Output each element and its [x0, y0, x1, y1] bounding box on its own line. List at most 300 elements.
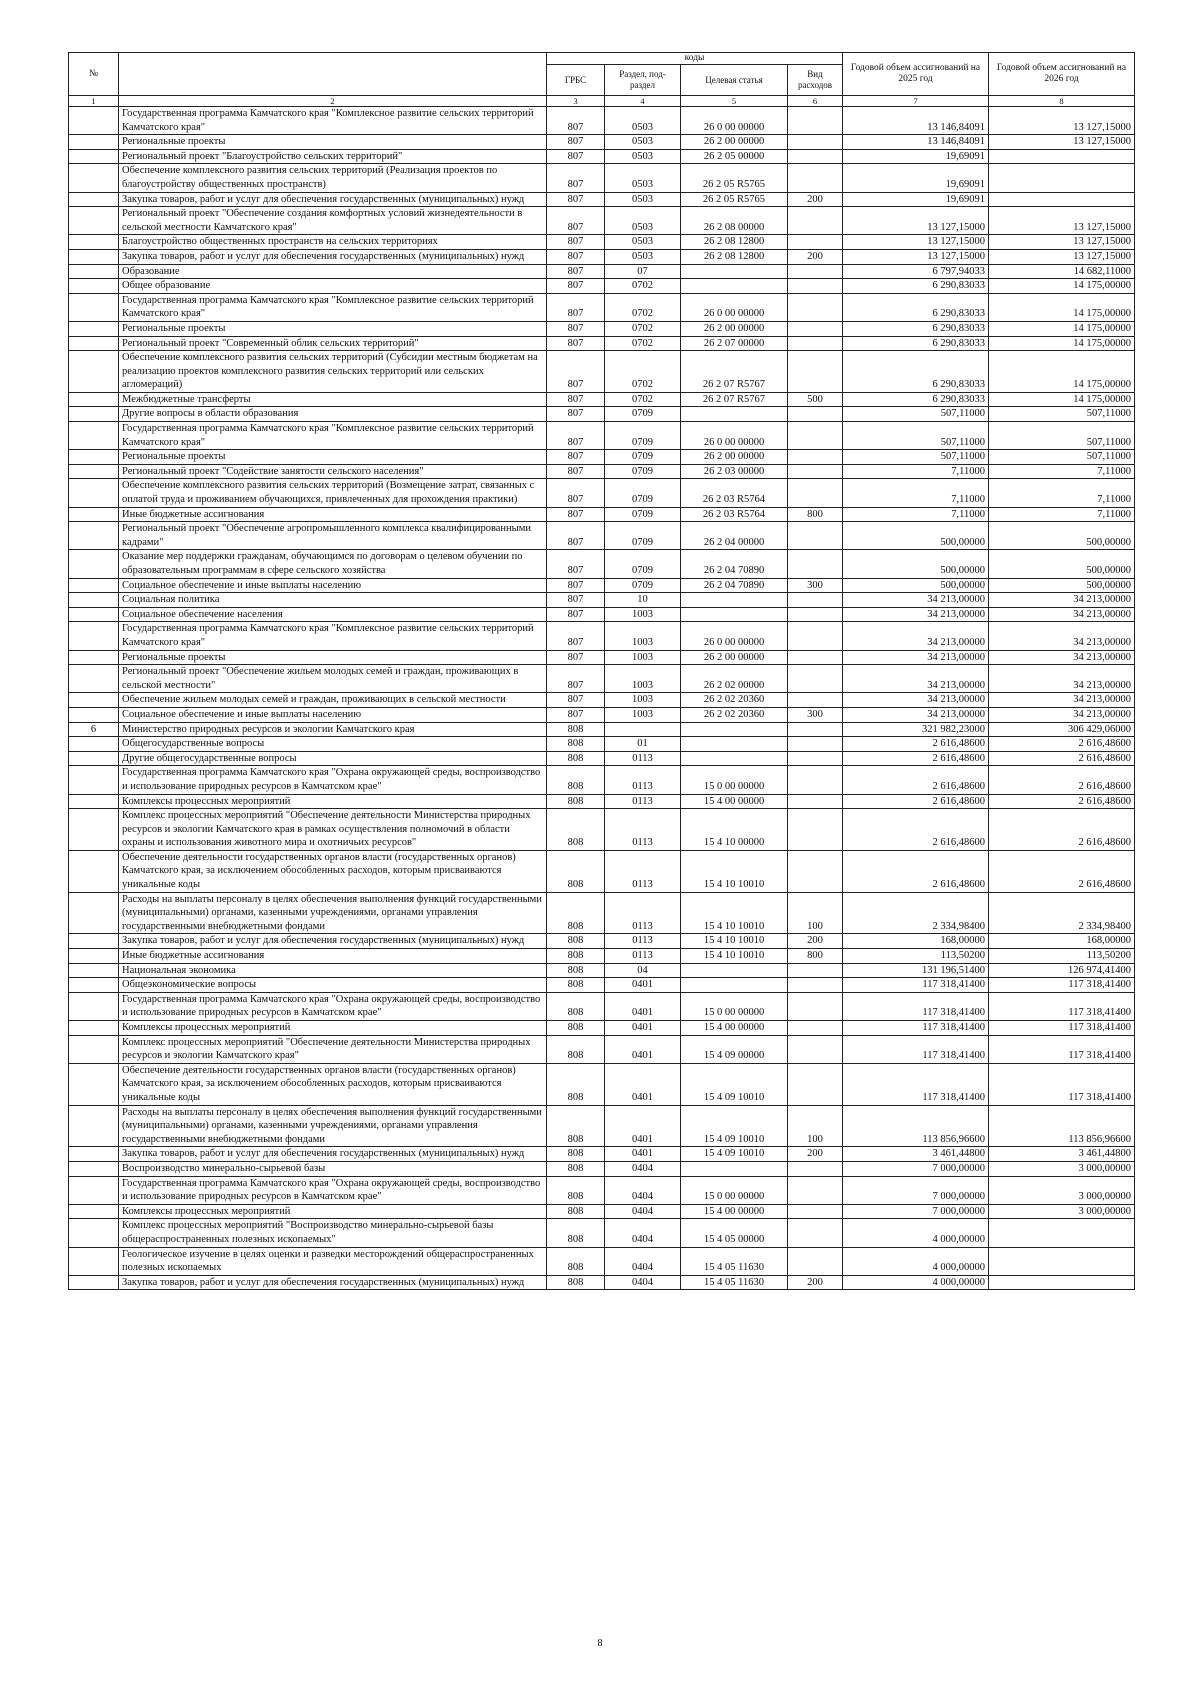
- expense-type-cell: [788, 1035, 843, 1063]
- row-number-cell: [69, 279, 119, 294]
- section-code-cell: 1003: [605, 650, 681, 665]
- amount-2025-cell: 34 213,00000: [843, 593, 989, 608]
- column-number: 8: [989, 96, 1135, 107]
- target-article-cell: [681, 279, 788, 294]
- amount-2025-cell: 13 127,15000: [843, 235, 989, 250]
- row-number-cell: [69, 135, 119, 150]
- section-code-cell: 0702: [605, 293, 681, 321]
- row-number-cell: [69, 622, 119, 650]
- expense-type-cell: [788, 1161, 843, 1176]
- section-code-cell: 0404: [605, 1247, 681, 1275]
- grbs-code-cell: 808: [547, 766, 605, 794]
- target-article-cell: 26 0 00 00000: [681, 293, 788, 321]
- amount-2025-cell: 2 616,48600: [843, 850, 989, 892]
- col-header-no: №: [69, 53, 119, 96]
- table-row: [69, 693, 1135, 708]
- table-header-row: [69, 53, 1135, 65]
- amount-2026-cell: [989, 1219, 1135, 1247]
- section-code-cell: 0702: [605, 336, 681, 351]
- table-row: [69, 507, 1135, 522]
- expense-type-cell: [788, 407, 843, 422]
- grbs-code-cell: 807: [547, 593, 605, 608]
- section-code-cell: 0709: [605, 422, 681, 450]
- row-name-cell: Комплекс процессных мероприятий "Воспроизводство минерально-сырьевой базы общераспространенных полезных ископаемых": [119, 1219, 547, 1247]
- grbs-code-cell: 807: [547, 293, 605, 321]
- row-name-cell: Геологическое изучение в целях оценки и разведки месторождений общераспространенных полезных ископаемых: [119, 1247, 547, 1275]
- target-article-cell: 15 4 09 10010: [681, 1105, 788, 1147]
- row-number-cell: [69, 351, 119, 393]
- amount-2026-cell: 2 616,48600: [989, 850, 1135, 892]
- expense-type-cell: 200: [788, 192, 843, 207]
- row-number-cell: [69, 963, 119, 978]
- section-code-cell: 0401: [605, 1147, 681, 1162]
- row-number-cell: [69, 450, 119, 465]
- target-article-cell: 15 4 10 00000: [681, 809, 788, 851]
- amount-2026-cell: 117 318,41400: [989, 992, 1135, 1020]
- row-number-cell: [69, 593, 119, 608]
- grbs-code-cell: 807: [547, 135, 605, 150]
- table-row: [69, 293, 1135, 321]
- target-article-cell: 26 2 05 R5765: [681, 164, 788, 192]
- target-article-cell: 26 2 03 R5764: [681, 507, 788, 522]
- row-name-cell: Региональный проект "Обеспечение жильем молодых семей и граждан, проживающих в сельской местности": [119, 665, 547, 693]
- target-article-cell: 26 2 03 00000: [681, 464, 788, 479]
- table-row: [69, 593, 1135, 608]
- table-row: [69, 107, 1135, 135]
- expense-type-cell: [788, 321, 843, 336]
- section-code-cell: 0709: [605, 522, 681, 550]
- target-article-cell: 15 4 05 11630: [681, 1275, 788, 1290]
- section-code-cell: 1003: [605, 622, 681, 650]
- column-number: 7: [843, 96, 989, 107]
- row-name-cell: Расходы на выплаты персоналу в целях обеспечения выполнения функций государственными (муниципальными) органами, казенными учреждениями, органами управления государственными внебюджетными фондами: [119, 1105, 547, 1147]
- amount-2026-cell: 3 000,00000: [989, 1161, 1135, 1176]
- amount-2026-cell: 34 213,00000: [989, 622, 1135, 650]
- expense-type-cell: 500: [788, 392, 843, 407]
- target-article-cell: 26 2 05 R5765: [681, 192, 788, 207]
- row-number-cell: [69, 892, 119, 934]
- row-number-cell: [69, 1204, 119, 1219]
- amount-2025-cell: 3 461,44800: [843, 1147, 989, 1162]
- amount-2025-cell: 2 334,98400: [843, 892, 989, 934]
- expense-type-cell: [788, 809, 843, 851]
- expense-type-cell: [788, 963, 843, 978]
- grbs-code-cell: 808: [547, 892, 605, 934]
- amount-2026-cell: 113 856,96600: [989, 1105, 1135, 1147]
- row-name-cell: Региональный проект "Благоустройство сельских территорий": [119, 149, 547, 164]
- table-row: [69, 550, 1135, 578]
- col-header-grbs: ГРБС: [547, 65, 605, 96]
- table-row: [69, 450, 1135, 465]
- col-header-target: Целевая статья: [681, 65, 788, 96]
- amount-2025-cell: 117 318,41400: [843, 992, 989, 1020]
- amount-2025-cell: 113 856,96600: [843, 1105, 989, 1147]
- amount-2025-cell: 7 000,00000: [843, 1161, 989, 1176]
- grbs-code-cell: 807: [547, 279, 605, 294]
- amount-2026-cell: 500,00000: [989, 550, 1135, 578]
- table-row: [69, 135, 1135, 150]
- col-header-2025: Годовой объем ассигнований на 2025 год: [843, 53, 989, 96]
- row-name-cell: Комплекс процессных мероприятий "Обеспечение деятельности Министерства природных ресурсов и экологии Камчатского края": [119, 1035, 547, 1063]
- amount-2025-cell: 19,69091: [843, 192, 989, 207]
- amount-2025-cell: 500,00000: [843, 578, 989, 593]
- expense-type-cell: 200: [788, 1147, 843, 1162]
- row-name-cell: Общее образование: [119, 279, 547, 294]
- expense-type-cell: [788, 593, 843, 608]
- amount-2026-cell: 34 213,00000: [989, 665, 1135, 693]
- amount-2026-cell: 117 318,41400: [989, 1063, 1135, 1105]
- amount-2026-cell: 13 127,15000: [989, 207, 1135, 235]
- amount-2025-cell: 34 213,00000: [843, 607, 989, 622]
- amount-2026-cell: 168,00000: [989, 934, 1135, 949]
- expense-type-cell: 300: [788, 578, 843, 593]
- expense-type-cell: [788, 479, 843, 507]
- amount-2025-cell: 6 797,94033: [843, 264, 989, 279]
- table-row: [69, 578, 1135, 593]
- row-name-cell: Социальное обеспечение и иные выплаты населению: [119, 578, 547, 593]
- section-code-cell: 0503: [605, 135, 681, 150]
- section-code-cell: 0113: [605, 751, 681, 766]
- section-code-cell: 0401: [605, 1063, 681, 1105]
- amount-2026-cell: 2 616,48600: [989, 737, 1135, 752]
- row-number-cell: [69, 650, 119, 665]
- amount-2025-cell: 321 982,23000: [843, 722, 989, 737]
- row-number-cell: [69, 1247, 119, 1275]
- row-name-cell: Региональные проекты: [119, 135, 547, 150]
- amount-2025-cell: 13 146,84091: [843, 107, 989, 135]
- table-row: [69, 766, 1135, 794]
- table-row: [69, 850, 1135, 892]
- row-number-cell: [69, 522, 119, 550]
- target-article-cell: 15 0 00 00000: [681, 766, 788, 794]
- section-code-cell: 0404: [605, 1176, 681, 1204]
- amount-2026-cell: 7,11000: [989, 464, 1135, 479]
- row-number-cell: [69, 850, 119, 892]
- grbs-code-cell: 807: [547, 464, 605, 479]
- target-article-cell: 26 2 08 00000: [681, 207, 788, 235]
- grbs-code-cell: 808: [547, 850, 605, 892]
- grbs-code-cell: 808: [547, 934, 605, 949]
- row-name-cell: Комплексы процессных мероприятий: [119, 1204, 547, 1219]
- table-row: [69, 1275, 1135, 1290]
- row-number-cell: [69, 737, 119, 752]
- row-number-cell: [69, 934, 119, 949]
- amount-2025-cell: 500,00000: [843, 522, 989, 550]
- amount-2026-cell: [989, 164, 1135, 192]
- amount-2025-cell: 19,69091: [843, 149, 989, 164]
- table-row: [69, 321, 1135, 336]
- section-code-cell: 0401: [605, 1035, 681, 1063]
- target-article-cell: [681, 407, 788, 422]
- amount-2025-cell: 6 290,83033: [843, 321, 989, 336]
- expense-type-cell: [788, 622, 843, 650]
- amount-2025-cell: 117 318,41400: [843, 1021, 989, 1036]
- row-name-cell: Региональные проекты: [119, 450, 547, 465]
- amount-2025-cell: 34 213,00000: [843, 650, 989, 665]
- table-row: [69, 192, 1135, 207]
- table-row: [69, 665, 1135, 693]
- section-code-cell: 0404: [605, 1161, 681, 1176]
- grbs-code-cell: 807: [547, 578, 605, 593]
- grbs-code-cell: 808: [547, 1176, 605, 1204]
- table-row: [69, 751, 1135, 766]
- table-row: [69, 207, 1135, 235]
- grbs-code-cell: 808: [547, 794, 605, 809]
- grbs-code-cell: 807: [547, 622, 605, 650]
- amount-2026-cell: 3 000,00000: [989, 1204, 1135, 1219]
- target-article-cell: [681, 751, 788, 766]
- expense-type-cell: 200: [788, 1275, 843, 1290]
- row-number-cell: [69, 407, 119, 422]
- target-article-cell: [681, 1161, 788, 1176]
- amount-2025-cell: 7 000,00000: [843, 1176, 989, 1204]
- row-number-cell: [69, 992, 119, 1020]
- row-name-cell: Национальная экономика: [119, 963, 547, 978]
- grbs-code-cell: 807: [547, 422, 605, 450]
- amount-2026-cell: 3 461,44800: [989, 1147, 1135, 1162]
- target-article-cell: 26 0 00 00000: [681, 422, 788, 450]
- amount-2026-cell: 117 318,41400: [989, 978, 1135, 993]
- row-name-cell: Обеспечение деятельности государственных органов власти (государственных органов) Камчатского края, за исключением обособленных расходов, которым присваиваются уникальные коды: [119, 1063, 547, 1105]
- row-number-cell: [69, 422, 119, 450]
- grbs-code-cell: 807: [547, 507, 605, 522]
- grbs-code-cell: 807: [547, 607, 605, 622]
- row-number-cell: [69, 192, 119, 207]
- grbs-code-cell: 808: [547, 1063, 605, 1105]
- row-number-cell: [69, 665, 119, 693]
- amount-2025-cell: 117 318,41400: [843, 1063, 989, 1105]
- amount-2025-cell: 2 616,48600: [843, 809, 989, 851]
- amount-2026-cell: [989, 1275, 1135, 1290]
- amount-2026-cell: 14 175,00000: [989, 392, 1135, 407]
- amount-2025-cell: 4 000,00000: [843, 1247, 989, 1275]
- target-article-cell: 26 0 00 00000: [681, 622, 788, 650]
- row-number-cell: [69, 1219, 119, 1247]
- row-name-cell: Министерство природных ресурсов и экологии Камчатского края: [119, 722, 547, 737]
- expense-type-cell: [788, 650, 843, 665]
- section-code-cell: 0702: [605, 351, 681, 393]
- table-row: [69, 1035, 1135, 1063]
- amount-2025-cell: 19,69091: [843, 164, 989, 192]
- section-code-cell: 0702: [605, 321, 681, 336]
- target-article-cell: 15 4 09 10010: [681, 1147, 788, 1162]
- amount-2026-cell: 500,00000: [989, 522, 1135, 550]
- target-article-cell: [681, 722, 788, 737]
- row-name-cell: Государственная программа Камчатского края "Охрана окружающей среды, воспроизводство и использование природных ресурсов в Камчатском крае": [119, 992, 547, 1020]
- row-name-cell: Закупка товаров, работ и услуг для обеспечения государственных (муниципальных) нужд: [119, 1147, 547, 1162]
- amount-2025-cell: 6 290,83033: [843, 336, 989, 351]
- table-row: [69, 351, 1135, 393]
- table-row: [69, 1204, 1135, 1219]
- amount-2026-cell: 500,00000: [989, 578, 1135, 593]
- row-number-cell: [69, 392, 119, 407]
- expense-type-cell: [788, 351, 843, 393]
- grbs-code-cell: 808: [547, 809, 605, 851]
- table-row: [69, 607, 1135, 622]
- row-name-cell: Государственная программа Камчатского края "Комплексное развитие сельских территорий Камчатского края": [119, 422, 547, 450]
- grbs-code-cell: 807: [547, 321, 605, 336]
- target-article-cell: 15 4 00 00000: [681, 1021, 788, 1036]
- expense-type-cell: 100: [788, 1105, 843, 1147]
- amount-2026-cell: 507,11000: [989, 407, 1135, 422]
- target-article-cell: 26 2 04 70890: [681, 550, 788, 578]
- amount-2025-cell: 7,11000: [843, 507, 989, 522]
- column-number-row: [69, 96, 1135, 107]
- target-article-cell: 26 2 00 00000: [681, 650, 788, 665]
- section-code-cell: 0404: [605, 1204, 681, 1219]
- expense-type-cell: 200: [788, 249, 843, 264]
- row-name-cell: Комплексы процессных мероприятий: [119, 794, 547, 809]
- section-code-cell: 0702: [605, 279, 681, 294]
- amount-2026-cell: [989, 1247, 1135, 1275]
- target-article-cell: 26 0 00 00000: [681, 107, 788, 135]
- table-row: [69, 392, 1135, 407]
- section-code-cell: 07: [605, 264, 681, 279]
- target-article-cell: [681, 963, 788, 978]
- section-code-cell: 0503: [605, 149, 681, 164]
- amount-2025-cell: 13 127,15000: [843, 207, 989, 235]
- section-code-cell: 0709: [605, 407, 681, 422]
- target-article-cell: [681, 978, 788, 993]
- target-article-cell: 26 2 08 12800: [681, 235, 788, 250]
- target-article-cell: 15 4 05 11630: [681, 1247, 788, 1275]
- grbs-code-cell: 808: [547, 963, 605, 978]
- table-row: [69, 794, 1135, 809]
- row-name-cell: Общеэкономические вопросы: [119, 978, 547, 993]
- grbs-code-cell: 807: [547, 707, 605, 722]
- grbs-code-cell: 807: [547, 650, 605, 665]
- col-header-vid: Вид расходов: [788, 65, 843, 96]
- row-number-cell: [69, 336, 119, 351]
- amount-2025-cell: 6 290,83033: [843, 351, 989, 393]
- row-name-cell: Региональные проекты: [119, 321, 547, 336]
- column-number: 6: [788, 96, 843, 107]
- expense-type-cell: [788, 1176, 843, 1204]
- amount-2026-cell: 14 175,00000: [989, 279, 1135, 294]
- section-code-cell: 0709: [605, 550, 681, 578]
- amount-2025-cell: 117 318,41400: [843, 1035, 989, 1063]
- row-name-cell: Обеспечение деятельности государственных органов власти (государственных органов) Камчатского края, за исключением обособленных расходов, которым присваиваются уникальные коды: [119, 850, 547, 892]
- amount-2025-cell: 2 616,48600: [843, 751, 989, 766]
- expense-type-cell: [788, 1219, 843, 1247]
- grbs-code-cell: 807: [547, 107, 605, 135]
- amount-2025-cell: 507,11000: [843, 422, 989, 450]
- expense-type-cell: [788, 1247, 843, 1275]
- section-code-cell: 0503: [605, 249, 681, 264]
- section-code-cell: 0113: [605, 766, 681, 794]
- target-article-cell: 26 2 04 00000: [681, 522, 788, 550]
- grbs-code-cell: 808: [547, 1147, 605, 1162]
- expense-type-cell: [788, 450, 843, 465]
- table-row: [69, 1063, 1135, 1105]
- row-name-cell: Государственная программа Камчатского края "Охрана окружающей среды, воспроизводство и использование природных ресурсов в Камчатском крае": [119, 766, 547, 794]
- section-code-cell: 01: [605, 737, 681, 752]
- row-name-cell: Региональный проект "Обеспечение агропромышленного комплекса квалифицированными кадрами": [119, 522, 547, 550]
- amount-2026-cell: 126 974,41400: [989, 963, 1135, 978]
- amount-2026-cell: 113,50200: [989, 949, 1135, 964]
- table-row: [69, 722, 1135, 737]
- grbs-code-cell: 807: [547, 192, 605, 207]
- column-number: 4: [605, 96, 681, 107]
- row-name-cell: Комплекс процессных мероприятий "Обеспечение деятельности Министерства природных ресурсов и экологии Камчатского края в рамках осуществления полномочий в области охраны и использования животного мира и охотничьих ресурсов": [119, 809, 547, 851]
- section-code-cell: 1003: [605, 665, 681, 693]
- section-code-cell: 1003: [605, 707, 681, 722]
- row-name-cell: Оказание мер поддержки гражданам, обучающимся по договорам о целевом обучении по образовательным программам в сфере сельского хозяйства: [119, 550, 547, 578]
- row-number-cell: [69, 578, 119, 593]
- row-number-cell: 6: [69, 722, 119, 737]
- amount-2026-cell: 117 318,41400: [989, 1035, 1135, 1063]
- grbs-code-cell: 807: [547, 392, 605, 407]
- table-row: [69, 279, 1135, 294]
- section-code-cell: 0503: [605, 207, 681, 235]
- table-row: [69, 892, 1135, 934]
- table-row: [69, 1021, 1135, 1036]
- expense-type-cell: [788, 850, 843, 892]
- expense-type-cell: [788, 135, 843, 150]
- table-row: [69, 264, 1135, 279]
- grbs-code-cell: 807: [547, 407, 605, 422]
- table-row: [69, 809, 1135, 851]
- expense-type-cell: [788, 607, 843, 622]
- expense-type-cell: 800: [788, 507, 843, 522]
- amount-2026-cell: 2 334,98400: [989, 892, 1135, 934]
- grbs-code-cell: 808: [547, 1021, 605, 1036]
- row-name-cell: Комплексы процессных мероприятий: [119, 1021, 547, 1036]
- target-article-cell: 26 2 08 12800: [681, 249, 788, 264]
- row-number-cell: [69, 693, 119, 708]
- target-article-cell: [681, 737, 788, 752]
- row-number-cell: [69, 607, 119, 622]
- section-code-cell: 1003: [605, 607, 681, 622]
- row-number-cell: [69, 235, 119, 250]
- row-number-cell: [69, 321, 119, 336]
- expense-type-cell: [788, 464, 843, 479]
- row-name-cell: Закупка товаров, работ и услуг для обеспечения государственных (муниципальных) нужд: [119, 249, 547, 264]
- column-number: 3: [547, 96, 605, 107]
- grbs-code-cell: 807: [547, 550, 605, 578]
- table-row: [69, 464, 1135, 479]
- target-article-cell: 26 2 00 00000: [681, 321, 788, 336]
- amount-2026-cell: 2 616,48600: [989, 809, 1135, 851]
- row-name-cell: Закупка товаров, работ и услуг для обеспечения государственных (муниципальных) нужд: [119, 1275, 547, 1290]
- target-article-cell: 15 4 10 10010: [681, 949, 788, 964]
- table-row: [69, 249, 1135, 264]
- expense-type-cell: [788, 978, 843, 993]
- amount-2026-cell: 306 429,06000: [989, 722, 1135, 737]
- expense-type-cell: [788, 665, 843, 693]
- target-article-cell: 15 4 00 00000: [681, 1204, 788, 1219]
- amount-2026-cell: 14 175,00000: [989, 321, 1135, 336]
- target-article-cell: 15 4 10 10010: [681, 934, 788, 949]
- amount-2026-cell: 34 213,00000: [989, 593, 1135, 608]
- row-number-cell: [69, 293, 119, 321]
- grbs-code-cell: 808: [547, 1219, 605, 1247]
- amount-2026-cell: 34 213,00000: [989, 707, 1135, 722]
- section-code-cell: 0503: [605, 107, 681, 135]
- grbs-code-cell: 808: [547, 949, 605, 964]
- amount-2026-cell: 13 127,15000: [989, 135, 1135, 150]
- row-number-cell: [69, 1021, 119, 1036]
- section-code-cell: 10: [605, 593, 681, 608]
- amount-2025-cell: 34 213,00000: [843, 665, 989, 693]
- section-code-cell: 0709: [605, 578, 681, 593]
- table-row: [69, 949, 1135, 964]
- amount-2025-cell: 2 616,48600: [843, 737, 989, 752]
- amount-2026-cell: 34 213,00000: [989, 650, 1135, 665]
- grbs-code-cell: 807: [547, 249, 605, 264]
- grbs-code-cell: 807: [547, 149, 605, 164]
- column-number: 5: [681, 96, 788, 107]
